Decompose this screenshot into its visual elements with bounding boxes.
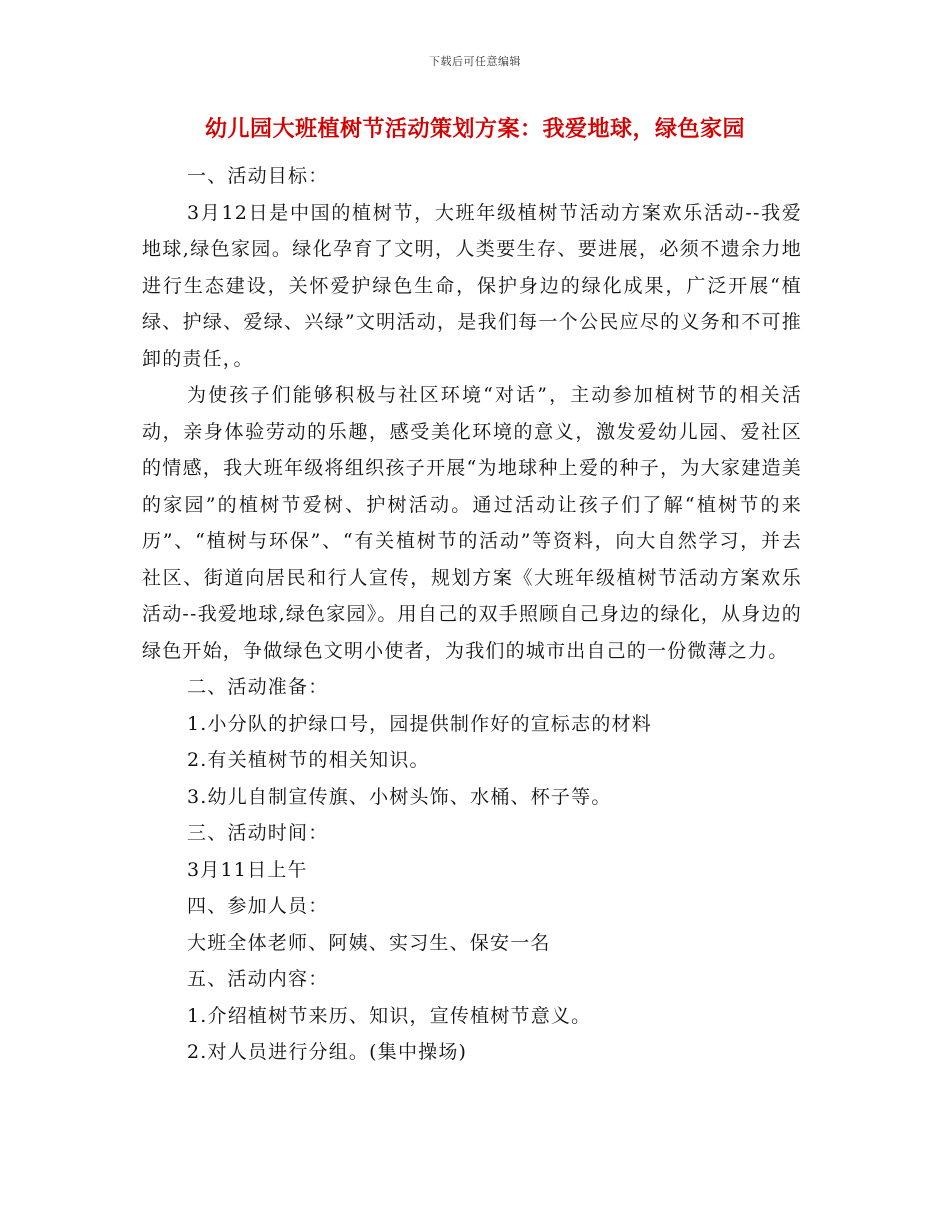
section-heading-content: 五、活动内容： [187, 968, 329, 990]
list-item: 1.小分队的护绿口号，园提供制作好的宣标志的材料 [187, 712, 652, 735]
paragraph: 3月12日是中国的植树节，大班年级植树节活动方案欢乐活动--我爱地球,绿色家园。绿化孕育了文明，人类要生存、要进展，必须不遗余力地进行生态建设，关怀爱护绿色生命，保护身边的绿化成果，广泛开展“植绿、护绿、爱绿、兴绿”文明活动，是我们每一个公民应尽的义务和不可推卸的责任，。 [142, 201, 802, 370]
header-note: 下载后可任意编辑 [429, 55, 521, 68]
document-body [142, 158, 802, 1071]
paragraph: 为使孩子们能够积极与社区环境“对话”，主动参加植树节的相关活动，亲身体验劳动的乐趣，感受美化环境的意义，激发爱幼儿园、爱社区的情感，我大班年级将组织孩子开展“为地球种上爱的种子，为大家建造美的家园”的植树节爱树、护树活动。通过活动让孩子们了解“植树节的来历”、“植树与环保”、“有关植树节的活动”等资料，向大自然学习，并去社区、街道向居民和行人宣传，规划方案《大班年级植树节活动方案欢乐活动--我爱地球,绿色家园》。用自己的双手照顾自己身边的绿化，从身边的绿色开始，争做绿色文明小使者，为我们的城市出自己的一份微薄之力。 [142, 384, 802, 662]
list-item: 2.有关植树节的相关知识。 [187, 749, 430, 771]
section-heading-goals: 一、活动目标： [187, 165, 329, 187]
list-item: 3.幼儿自制宣传旗、小树头饰、水桶、杯子等。 [187, 785, 612, 808]
section-heading-participants: 四、参加人员： [187, 895, 329, 917]
section-heading-time: 三、活动时间： [187, 822, 329, 844]
paragraph: 大班全体老师、阿姨、实习生、保安一名 [187, 931, 551, 954]
paragraph: 3月11日上午 [187, 858, 308, 881]
document-title: 幼儿园大班植树节活动策划方案：我爱地球，绿色家园 [204, 116, 745, 142]
list-item: 1.介绍植树节来历、知识，宣传植树节意义。 [187, 1004, 592, 1027]
section-heading-preparation: 二、活动准备： [187, 676, 329, 698]
list-item: 2.对人员进行分组。(集中操场) [187, 1041, 468, 1063]
